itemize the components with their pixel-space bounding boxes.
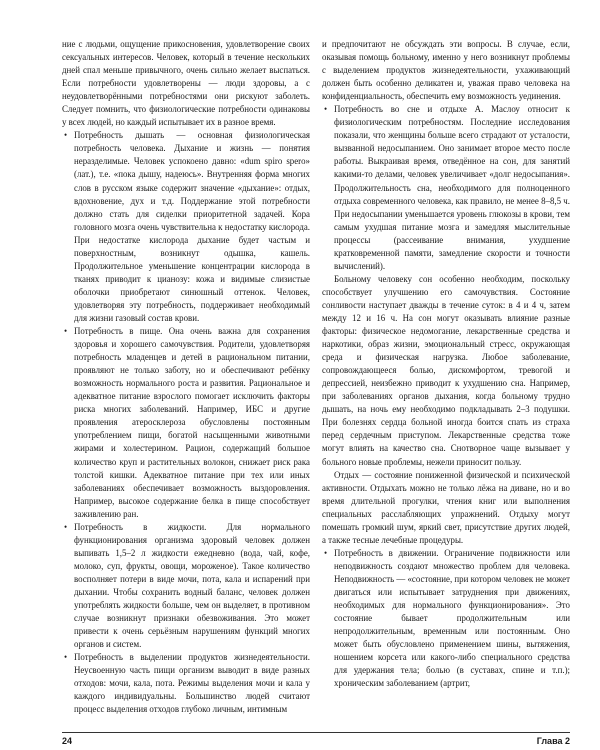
bullet-paragraph <box>62 521 310 651</box>
bullet-marker: • <box>64 521 68 532</box>
body-paragraph: ние с людьми, ощущение прикосновения, удовлетворение своих сексуальных интересов. Человек, который в течение нескольких дней спал меньше привычного, очень сильно желает выспаться. Если потребности удовлетворены — люди здоровы, а с неудовлетворёнными потребностями они рискуют заболеть. Следует помнить, что физиологические потребности одинаковы у всех людей, но каждый испытывает их в разное время. <box>62 39 310 128</box>
paragraph-text: Потребность в жидкости. Для нормального функционирования организма здоровый человек должен выпивать 1,5–2 л жидкости ежедневно (вода, чай, кофе, молоко, суп, фрукты, овощи, мороженое). Такое количество восполняет потери в виде мочи, пота, кала и испарений при дыхании. Чтобы сохранить водный баланс, человек должен употреблять жидкости больше, чем он выделяет, в противном случае возникнут признаки обезвоживания. Это может привести к очень серьёзным нарушениям функций многих органов и систем. <box>74 521 310 650</box>
bullet-paragraph <box>62 129 310 325</box>
chapter-label: Глава 2 <box>536 736 570 746</box>
right-column <box>322 38 570 690</box>
paragraph-text: Потребность дышать — основная физиологическая потребность человека. Дыхание и жизнь — понятия неразделимые. Человек успокоено давно: «dum spiro spero» (лат.), т.е. «пока дышу, надеюсь». Внутренняя форма многих слов в русском языке содержит значение «дыхание»: отдых, вдохновение, дух и т.д. Поддержание этой потребности должно стать для сиделки приоритетной задачей. Кора головного мозга очень чувствительна к недостатку кислорода. При недостатке кислорода дыхание будет частым и поверхностным, возникнут одышка, кашель. Продолжительное уменьшение концентрации кислорода в тканях приводит к цианозу: кожа и видимые слизистые оболочки приобретают синюшный оттенок. Человек, удовлетворяя эту потребность, поддерживает необходимый для жизни газовый состав крови. <box>74 130 310 323</box>
bullet-marker: • <box>324 104 328 115</box>
body-paragraph: и предпочитают не обсуждать эти вопросы. В случае, если, оказывая помощь больному, именно у него возникнут проблемы с выделением продуктов жизнедеятельности, ухаживающий должен быть особенно деликатен и, уважая право человека на конфиденциальность, обеспечить ему возможность уединения. <box>322 39 570 102</box>
page-number: 24 <box>62 736 73 746</box>
paragraph-text: Потребность в пище. Она очень важна для сохранения здоровья и хорошего самочувствия. Родители, удовлетворяя потребность младенцев и детей в рациональном питании, проявляют не только заботу, но и обеспечивают ребёнку возможность нормального роста и развития. Рациональное и адекватное питание взрослого помогает исключить факторы риска многих заболеваний. Например, ИБС и другие проявления атеросклероза обусловлены постоянным употреблением пищи, богатой насыщенными животными жирами и холестерином. Рацион, содержащий большое количество круп и растительных волокон, снижает риск рака толстой кишки. Адекватное питание при тех или иных заболеваниях обеспечивает возможность выздоровления. Например, высокое содержание белка в пище способствует заживлению ран. <box>74 326 310 519</box>
paragraph-text: Потребность в выделении продуктов жизнедеятельности. Неусвоенную часть пищи организм выводит в виде разных отходов: мочи, кала, пота. Режимы выделения мочи и кала у каждого индивидуальны. Большинство людей считают процесс выделения отходов глубоко личным, интимным <box>74 652 310 715</box>
body-paragraph: Больному человеку сон особенно необходим, поскольку способствует улучшению его самочувствия. Состояние сонливости наступает дважды в течение суток: в 4 и 4 ч, затем между 12 и 16 ч. На сон могут оказывать влияние разные факторы: физическое недомогание, лекарственные средства и наркотики, образ жизни, эмоциональный стресс, окружающая среда и физическая нагрузка. Любое заболевание, сопровождающееся болью, дискомфортом, тревогой и депрессией, неизбежно приводит к ухудшению сна. Например, при заболеваниях органов дыхания, когда больному трудно дышать, на ночь ему необходимо подкладывать 2–3 подушки. При болезнях сердца больной иногда боится спать из страха перед сердечным приступом. Лекарственные средства тоже могут влиять на качество сна. Снотворное чаще вызывает у больного новые проблемы, нежели приносит пользу. <box>322 273 570 467</box>
left-column <box>62 38 310 716</box>
footer-divider <box>62 732 570 733</box>
body-paragraph: Отдых — состояние пониженной физической и психической активности. Отдыхать можно не только лёжа на диване, но и во время длительной прогулки, чтения книг или выполнения специальных расслабляющих упражнений. Отдыху могут помешать громкий шум, яркий свет, присутствие других людей, а также тесные лечебные процедуры. <box>322 469 570 545</box>
bullet-paragraph <box>322 547 570 691</box>
bullet-paragraph <box>322 103 570 273</box>
paragraph-text: Потребность в движении. Ограничение подвижности или неподвижность создают множество проблем для человека. Неподвижность — «состояние, при котором человек не может двигаться или испытывает затруднения при движениях, необходимых для нормального функционирования». Это состояние бывает продолжительным или непродолжительным, временным или постоянным. Оно может быть обусловлено применением шины, вытяжения, ношением корсета или какого-либо специального средства для удержания тела; болью (в суставах, спине и т.п.); хроническим заболеванием (артрит, <box>334 547 570 689</box>
bullet-paragraph <box>62 325 310 521</box>
bullet-marker: • <box>64 326 68 337</box>
bullet-marker: • <box>324 547 328 558</box>
bullet-marker: • <box>64 130 68 141</box>
paragraph-text: Потребность во сне и отдыхе А. Маслоу относит к физиологическим потребностям. Последние исследования показали, что женщины больше всего страдают от усталости, вызванной недосыпанием. Оно занимает второе место после работы. Выкраивая время, отведённое на сон, для занятий какими-то делами, человек увеличивает «долг недосыпания». Продолжительность сна, необходимого для полноценного отдыха современного человека, как правило, не менее 8–8,5 ч. При недосыпании уменьшается уровень глюкозы в крови, тем самым ухудшая питание мозга и замедляя мыслительные процессы (рассеивание внимания, ухудшение кратковременной памяти, замедление скорости и точности вычислений). <box>334 104 570 271</box>
bullet-marker: • <box>64 652 68 663</box>
bullet-paragraph <box>62 651 310 716</box>
